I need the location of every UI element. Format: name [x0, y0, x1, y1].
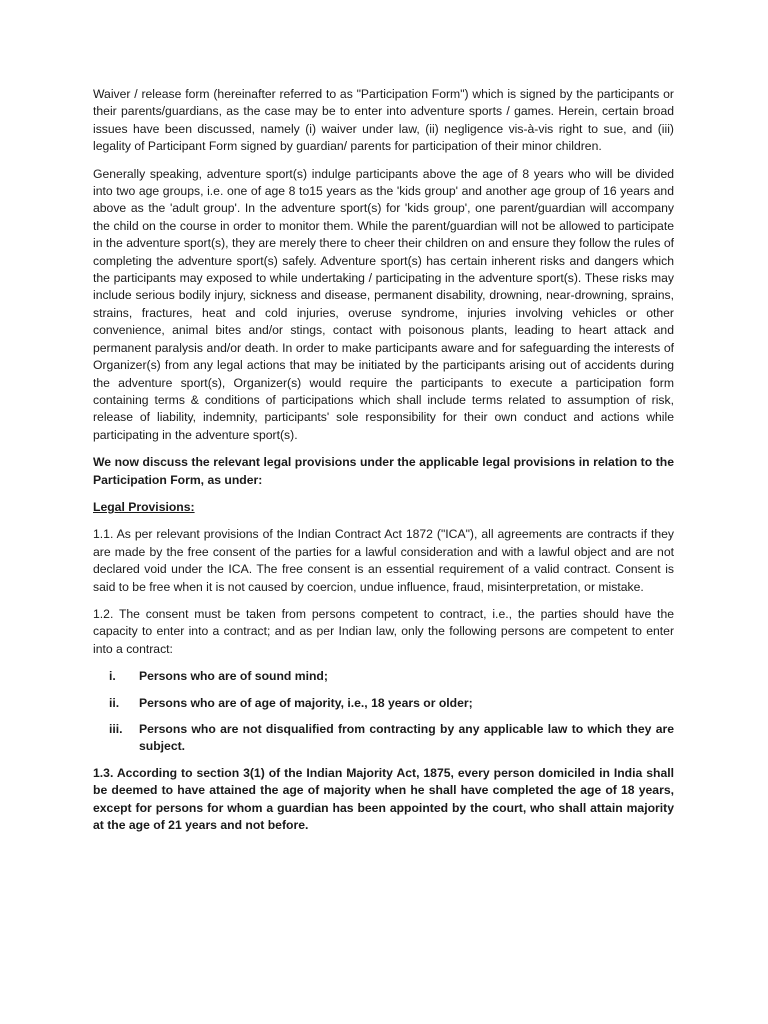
- list-item-text: Persons who are of sound mind;: [139, 669, 328, 684]
- provision-1-3: 1.3. According to section 3(1) of the Indian Majority Act, 1875, every person domiciled in India shall be deemed to have attained the age of majority when he shall have completed the age of 18 years, except for persons for whom a guardian has been appointed by the court, who shall attain majority at the age of 21 years and not before.: [93, 765, 674, 833]
- list-item-text: Persons who are not disqualified from contracting by any applicable law to which they are subject.: [139, 722, 674, 754]
- list-item: [93, 721, 674, 756]
- adventure-sports-paragraph: Generally speaking, adventure sport(s) indulge participants above the age of 8 years who will be divided into two age groups, i.e. one of age 8 to15 years as the 'kids group' and another age group of 16 years and above as the 'adult group'. In the adventure sport(s) for 'kids group', one parent/guardian will accompany the child on the course in order to monitor them. While the parent/guardian will not be allowed to participate in the adventure sport(s), they are merely there to cheer their children on and ensure they follow the rules of completing the adventure sport(s) safely. Adventure sport(s) has certain inherent risks and dangers which the participants may exposed to while undertaking / participating in the adventure sport(s). These risks may include serious bodily injury, sickness and disease, permanent disability, drowning, near-drowning, sprains, strains, fractures, heat and cold injuries, overuse syndrome, injuries involving vehicles or other convenience, animal bites and/or stings, contact with poisonous plants, leading to heart attack and permanent paralysis and/or death. In order to make participants aware and for safeguarding the interests of Organizer(s) from any legal actions that may be initiated by the participants arising out of accidents during the adventure sport(s), Organizer(s) would require the participants to execute a participation form containing terms & conditions of participations which shall include terms related to assumption of risk, release of liability, indemnity, participants' sole responsibility for their own conduct and actions while participating in the adventure sport(s).: [93, 166, 674, 442]
- section-heading: Legal Provisions:: [93, 499, 195, 514]
- competent-persons-list: [93, 668, 674, 756]
- list-item-number: i.: [109, 669, 116, 684]
- list-item-number: iii.: [109, 722, 123, 736]
- list-item-number: ii.: [109, 695, 120, 710]
- list-item-text: Persons who are of age of majority, i.e., 18 years or older;: [139, 695, 473, 710]
- list-item: [93, 668, 674, 685]
- provision-1-2: 1.2. The consent must be taken from persons competent to contract, i.e., the parties should have the capacity to enter into a contract; and as per Indian law, only the following persons are competent to enter into a contract:: [93, 606, 674, 656]
- intro-paragraph: Waiver / release form (hereinafter referred to as "Participation Form") which is signed by the participants or their parents/guardians, as the case may be to enter into adventure sports / games. Herein, certain broad issues have been discussed, namely (i) waiver under law, (ii) negligence vis-à-vis right to sue, and (iii) legality of Participant Form signed by guardian/ parents for participation of their minor children.: [93, 87, 674, 154]
- document-page: [93, 86, 674, 844]
- list-item: [93, 695, 674, 712]
- provision-1-1: 1.1. As per relevant provisions of the Indian Contract Act 1872 ("ICA"), all agreements are contracts if they are made by the free consent of the parties for a lawful consideration and with a lawful object and are not declared void under the ICA. The free consent is an essential requirement of a valid contract. Consent is said to be free when it is not caused by coercion, undue influence, fraud, misinterpretation, or mistake.: [93, 527, 674, 594]
- discussion-intro-paragraph: We now discuss the relevant legal provisions under the applicable legal provisions in relation to the Participation Form, as under:: [93, 455, 674, 487]
